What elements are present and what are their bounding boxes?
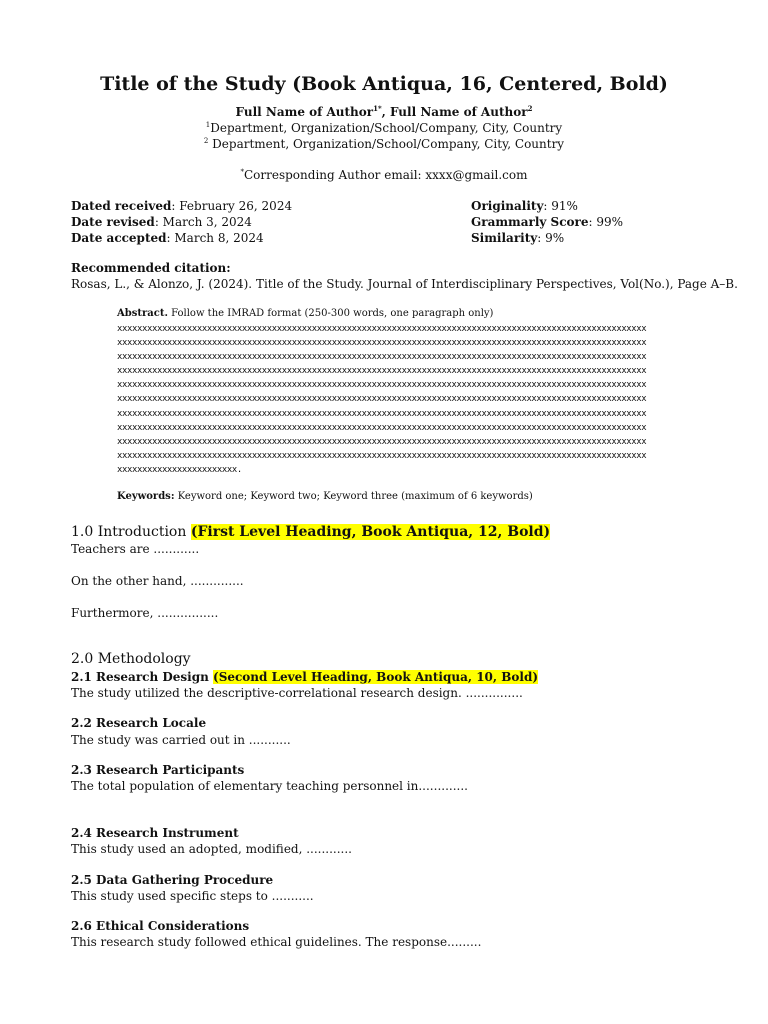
- corresponding-author-email: Corresponding Author email: xxxx@gmail.com: [243, 168, 528, 182]
- abstract-line: xxxxxxxxxxxxxxxxxxxxxxxxxxxxxxxxxxxxxxxxxxxxxxxxxxxxxxxxxxxxxxxxxxxxxxxxxxxxxxxxxxxxxxxxxxxxxxxxxxxxxxxxxx: [117, 408, 647, 419]
- date-revised: [71, 215, 252, 229]
- ethical-considerations-heading: 2.6 Ethical Considerations: [71, 919, 250, 933]
- corresponding-superscript: *: [240, 168, 244, 176]
- abstract-line: xxxxxxxxxxxxxxxxxxxxxxxxxxxxxxxxxxxxxxxxxxxxxxxxxxxxxxxxxxxxxxxxxxxxxxxxxxxxxxxxxxxxxxxxxxxxxxxxxxxxxxxxxx: [117, 352, 647, 363]
- similarity-label: Similarity: [471, 231, 538, 245]
- originality-label: Originality: [471, 199, 544, 213]
- abstract-line: xxxxxxxxxxxxxxxxxxxxxxxxxxxxxxxxxxxxxxxxxxxxxxxxxxxxxxxxxxxxxxxxxxxxxxxxxxxxxxxxxxxxxxxxxxxxxxxxxxxxxxxxxx: [117, 324, 647, 334]
- date-received: [71, 199, 292, 213]
- affiliation-1-superscript: 1: [205, 121, 211, 129]
- abstract-line: xxxxxxxxxxxxxxxxxxxxxxxxxxxxxxxxxxxxxxxxxxxxxxxxxxxxxxxxxxxxxxxxxxxxxxxxxxxxxxxxxxxxxxxxxxxxxxxxxxxxxxxxxx: [117, 436, 647, 447]
- grammarly-label: Grammarly Score: [471, 215, 589, 229]
- research-locale-heading: 2.2 Research Locale: [71, 716, 207, 730]
- research-instrument-text: This study used an adopted, modified, ............: [71, 842, 352, 856]
- author-2-superscript: 2: [527, 104, 533, 113]
- intro-heading-note: (First Level Heading, Book Antiqua, 12, Bold): [190, 524, 551, 540]
- research-design-heading: [71, 670, 538, 684]
- intro-heading: [71, 524, 550, 540]
- abstract-intro: [117, 308, 652, 319]
- date-revised-label: Date revised: [71, 215, 155, 229]
- affiliation-1: [0, 121, 768, 135]
- abstract-instructions: Follow the IMRAD format (250-300 words, one paragraph only): [167, 308, 494, 319]
- abstract-line: xxxxxxxxxxxxxxxxxxxxxxxxxxxxxxxxxxxxxxxxxxxxxxxxxxxxxxxxxxxxxxxxxxxxxxxxxxxxxxxxxxxxxxxxxxxxxxxxxxxxxxxxxx: [117, 338, 647, 349]
- keywords: [117, 491, 652, 502]
- similarity-value: : 9%: [537, 231, 565, 245]
- research-design-heading-text: 2.1 Research Design: [71, 670, 214, 684]
- methodology-heading: 2.0 Methodology: [71, 651, 191, 667]
- research-locale-text: The study was carried out in ...........: [71, 733, 291, 747]
- intro-heading-text: 1.0 Introduction: [71, 524, 191, 540]
- citation-label: Recommended citation:: [71, 261, 231, 275]
- originality-score: [471, 199, 578, 213]
- abstract-label: Abstract.: [117, 308, 168, 319]
- intro-paragraph-2: On the other hand, ..............: [71, 574, 244, 588]
- research-design-text: The study utilized the descriptive-correlational research design. ...............: [71, 686, 523, 700]
- grammarly-value: : 99%: [588, 215, 624, 229]
- intro-paragraph-3: Furthermore, ................: [71, 606, 219, 620]
- author-2: , Full Name of Author: [381, 105, 528, 119]
- author-line: [0, 105, 768, 119]
- ethical-considerations-text: This research study followed ethical guidelines. The response.........: [71, 935, 482, 949]
- affiliation-2-superscript: 2: [203, 137, 209, 145]
- abstract-line: xxxxxxxxxxxxxxxxxxxxxxxxxxxxxxxxxxxxxxxxxxxxxxxxxxxxxxxxxxxxxxxxxxxxxxxxxxxxxxxxxxxxxxxxxxxxxxxxxxxxxxxxxx: [117, 450, 647, 461]
- abstract-line: xxxxxxxxxxxxxxxxxxxxxxxx.: [117, 464, 242, 475]
- intro-paragraph-1: Teachers are ............: [71, 542, 200, 556]
- research-participants-text: The total population of elementary teaching personnel in.............: [71, 779, 468, 793]
- author-1-superscript: 1*: [373, 104, 382, 113]
- data-gathering-heading: 2.5 Data Gathering Procedure: [71, 873, 274, 887]
- date-received-value: : February 26, 2024: [171, 199, 293, 213]
- date-received-label: Dated received: [71, 199, 172, 213]
- abstract-line: xxxxxxxxxxxxxxxxxxxxxxxxxxxxxxxxxxxxxxxxxxxxxxxxxxxxxxxxxxxxxxxxxxxxxxxxxxxxxxxxxxxxxxxxxxxxxxxxxxxxxxxxxx: [117, 380, 647, 391]
- research-instrument-heading: 2.4 Research Instrument: [71, 826, 239, 840]
- date-accepted-label: Date accepted: [71, 231, 167, 245]
- similarity-score: [471, 231, 564, 245]
- originality-value: : 91%: [543, 199, 578, 213]
- affiliation-2: [0, 137, 768, 151]
- grammarly-score: [471, 215, 623, 229]
- abstract-body: [117, 322, 652, 477]
- keywords-text: Keyword one; Keyword two; Keyword three (maximum of 6 keywords): [174, 491, 533, 502]
- corresponding-author: [0, 168, 768, 182]
- abstract-line: xxxxxxxxxxxxxxxxxxxxxxxxxxxxxxxxxxxxxxxxxxxxxxxxxxxxxxxxxxxxxxxxxxxxxxxxxxxxxxxxxxxxxxxxxxxxxxxxxxxxxxxxxx: [117, 422, 647, 433]
- citation-text: Rosas, L., & Alonzo, J. (2024). Title of the Study. Journal of Interdisciplinary Perspectives, Vol(No.), Page A–B.: [71, 277, 738, 291]
- affiliation-1-text: Department, Organization/School/Company, City, Country: [210, 121, 563, 135]
- affiliation-2-text: Department, Organization/School/Company, City, Country: [208, 137, 565, 151]
- date-accepted: [71, 231, 264, 245]
- research-design-heading-note: (Second Level Heading, Book Antiqua, 10, Bold): [213, 670, 539, 684]
- abstract-line: xxxxxxxxxxxxxxxxxxxxxxxxxxxxxxxxxxxxxxxxxxxxxxxxxxxxxxxxxxxxxxxxxxxxxxxxxxxxxxxxxxxxxxxxxxxxxxxxxxxxxxxxxx: [117, 366, 647, 377]
- date-revised-value: : March 3, 2024: [154, 215, 252, 229]
- keywords-label: Keywords:: [117, 491, 175, 502]
- date-accepted-value: : March 8, 2024: [166, 231, 264, 245]
- author-1: Full Name of Author: [235, 105, 374, 119]
- data-gathering-text: This study used specific steps to ...........: [71, 889, 314, 903]
- paper-title: Title of the Study (Book Antiqua, 16, Centered, Bold): [100, 73, 668, 95]
- research-participants-heading: 2.3 Research Participants: [71, 763, 245, 777]
- abstract-line: xxxxxxxxxxxxxxxxxxxxxxxxxxxxxxxxxxxxxxxxxxxxxxxxxxxxxxxxxxxxxxxxxxxxxxxxxxxxxxxxxxxxxxxxxxxxxxxxxxxxxxxxxx: [117, 394, 647, 405]
